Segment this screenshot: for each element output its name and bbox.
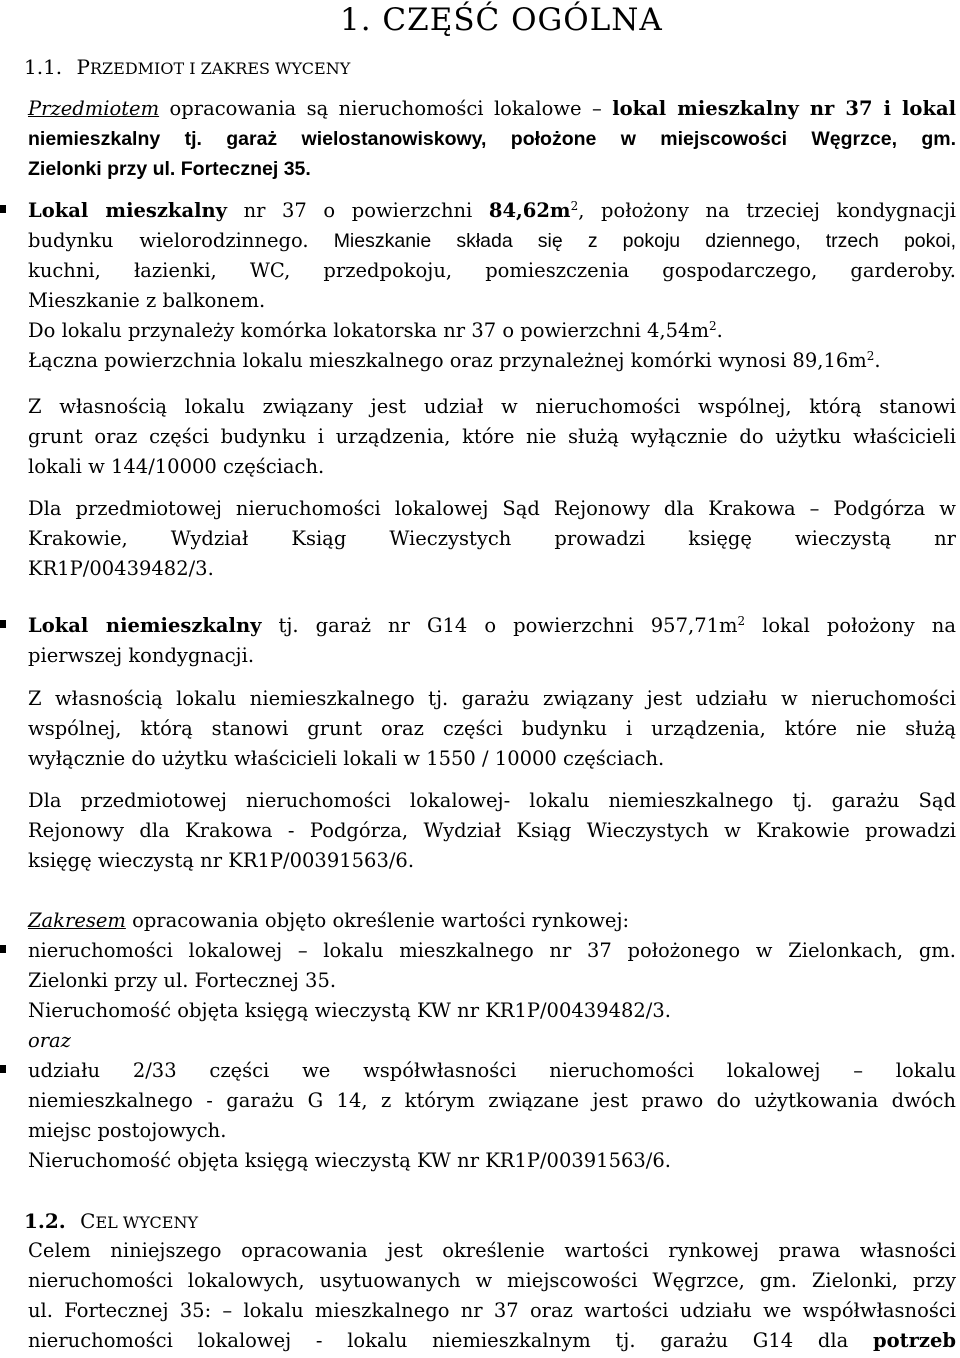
udzial-2-line-1: Z własnością lokalu niemieszkalnego tj. garażu związany jest udziału w nieruchomości [28,687,956,710]
przedmiotem-term: Przedmiotem [28,97,160,120]
lokal-mieszkalny-line-6 [28,346,956,376]
section-title-initial: P [76,55,90,79]
bold-text: potrzeb [872,1329,956,1352]
zakres-item-1-line-3: Nieruchomość objęta księgą wieczystą KW nr KR1P/00439482/3. [28,999,671,1022]
zakres-item-2-line-4: Nieruchomość objęta księgą wieczystą KW nr KR1P/00391563/6. [28,1149,671,1172]
udzial-1-line-3: lokali w 144/10000 częściach. [28,455,325,478]
section-heading-1-2 [24,1206,198,1238]
section-heading-1-1 [24,52,350,84]
text: opracowania objęto określenie wartości rynkowej: [125,909,630,932]
ksiega-1-line-1: Dla przedmiotowej nieruchomości lokalowej Sąd Rejonowy dla Krakowa – Podgórza w [28,497,956,520]
zakres-intro [28,906,956,936]
zakres-item-2-line-2: niemieszkalnego - garażu G 14, z którym związane jest prawo do użytkowania dwóch [28,1089,956,1112]
superscript: 2 [708,319,717,333]
ksiega-2-line-3: księgę wieczystą nr KR1P/00391563/6. [28,849,415,872]
lokal-niemieszkalny-label: Lokal niemieszkalny [28,614,262,637]
text: nr 37 o powierzchni [227,199,489,222]
superscript: 2 [737,614,746,628]
area-value: 84,62m [488,199,571,222]
lokal-mieszkalny-line-3: kuchni, łazienki, WC, przedpokoju, pomieszczenia gospodarczego, garderoby. [28,259,956,282]
intro-line-2: niemieszkalny tj. garaż wielostanowiskowy, położone w miejscowości Węgrzce, gm. [28,128,956,150]
text: . [716,319,723,342]
udzial-2-line-2: wspólnej, którą stanowi grunt oraz części budynku i urządzenia, które nie służą [28,717,956,740]
cel-line-2: nieruchomości lokalowych, usytuowanych w miejscowości Węgrzce, gm. Zielonki, przy [28,1269,956,1292]
zakres-item-1-line-1: nieruchomości lokalowej – lokalu mieszkalnego nr 37 położonego w Zielonkach, gm. [28,939,956,962]
intro-line-3: Zielonki przy ul. Fortecznej 35. [28,158,311,180]
section-number: 1.2. [24,1209,66,1233]
text: budynku wielorodzinnego. [28,229,309,252]
lokal-mieszkalny-line-4: Mieszkanie z balkonem. [28,289,266,312]
bullet-marker [0,1065,6,1073]
text: nieruchomości lokalowej - lokalu niemieszkalnym tj. garażu G14 dla [28,1329,873,1352]
zakresem-term: Zakresem [28,909,126,932]
section-title-initial: C [80,1209,96,1233]
section-title-rest: EL WYCENY [95,1213,199,1232]
text: lokal położony na [745,614,956,637]
lokal-mieszkalny-line-5 [28,316,956,346]
bullet-marker [0,945,6,953]
lokal-niemieszkalny-line-2: pierwszej kondygnacji. [28,644,255,667]
intro-bold: lokal mieszkalny nr 37 i lokal [612,97,956,120]
cel-line-1: Celem niniejszego opracowania jest określenie wartości rynkowej prawa własności [28,1239,956,1262]
intro-line-1 [28,94,956,124]
text: Do lokalu przynależy komórka lokatorska nr 37 o powierzchni 4,54m [28,319,709,342]
superscript: 2 [866,349,875,363]
text: Mieszkanie składa się z pokoju dziennego, trzech pokoi, [308,230,956,252]
ksiega-2-line-1: Dla przedmiotowej nieruchomości lokalowej- lokalu niemieszkalnego tj. garażu Sąd [28,789,956,812]
lokal-mieszkalny-line-2 [28,226,956,256]
udzial-1-line-1: Z własnością lokalu związany jest udział w nieruchomości wspólnej, którą stanowi [28,395,956,418]
zakres-item-2-line-3: miejsc postojowych. [28,1119,227,1142]
text: . [874,349,881,372]
bullet-marker [0,620,6,628]
section-title-rest: RZEDMIOT I ZAKRES WYCENY [90,59,351,78]
text: , położony na trzeciej kondygnacji [578,199,956,222]
text: tj. garaż nr G14 o powierzchni 957,71m [261,614,738,637]
zakres-item-1-line-2: Zielonki przy ul. Fortecznej 35. [28,969,337,992]
cel-line-3: ul. Fortecznej 35: – lokalu mieszkalnego nr 37 oraz wartości udziału we współwłasności [28,1299,956,1322]
superscript: 2 [570,199,579,213]
section-number: 1.1. [24,55,63,79]
lokal-mieszkalny-label: Lokal mieszkalny [28,199,227,222]
lokal-niemieszkalny-line-1 [28,611,956,641]
cel-line-4 [28,1326,956,1356]
intro-text: opracowania są nieruchomości lokalowe – [159,97,613,120]
oraz-conjunction: oraz [28,1029,71,1052]
lokal-mieszkalny-line-1 [28,196,956,226]
bullet-marker [0,205,6,213]
ksiega-2-line-2: Rejonowy dla Krakowa - Podgórza, Wydział Ksiąg Wieczystych w Krakowie prowadzi [28,819,956,842]
zakres-item-2-line-1: udziału 2/33 części we współwłasności nieruchomości lokalowej – lokalu [28,1059,956,1082]
ksiega-1-line-2: Krakowie, Wydział Ksiąg Wieczystych prowadzi księgę wieczystą nr [28,527,956,550]
udzial-1-line-2: grunt oraz części budynku i urządzenia, które nie służą wyłącznie do użytku właścicieli [28,425,956,448]
text: Łączna powierzchnia lokalu mieszkalnego oraz przynależnej komórki wynosi 89,16m [28,349,867,372]
udzial-2-line-3: wyłącznie do użytku właścicieli lokali w 1550 / 10000 częściach. [28,747,665,770]
chapter-heading: 1. CZĘŚĆ OGÓLNA [340,2,663,38]
ksiega-1-line-3: KR1P/00439482/3. [28,557,214,580]
